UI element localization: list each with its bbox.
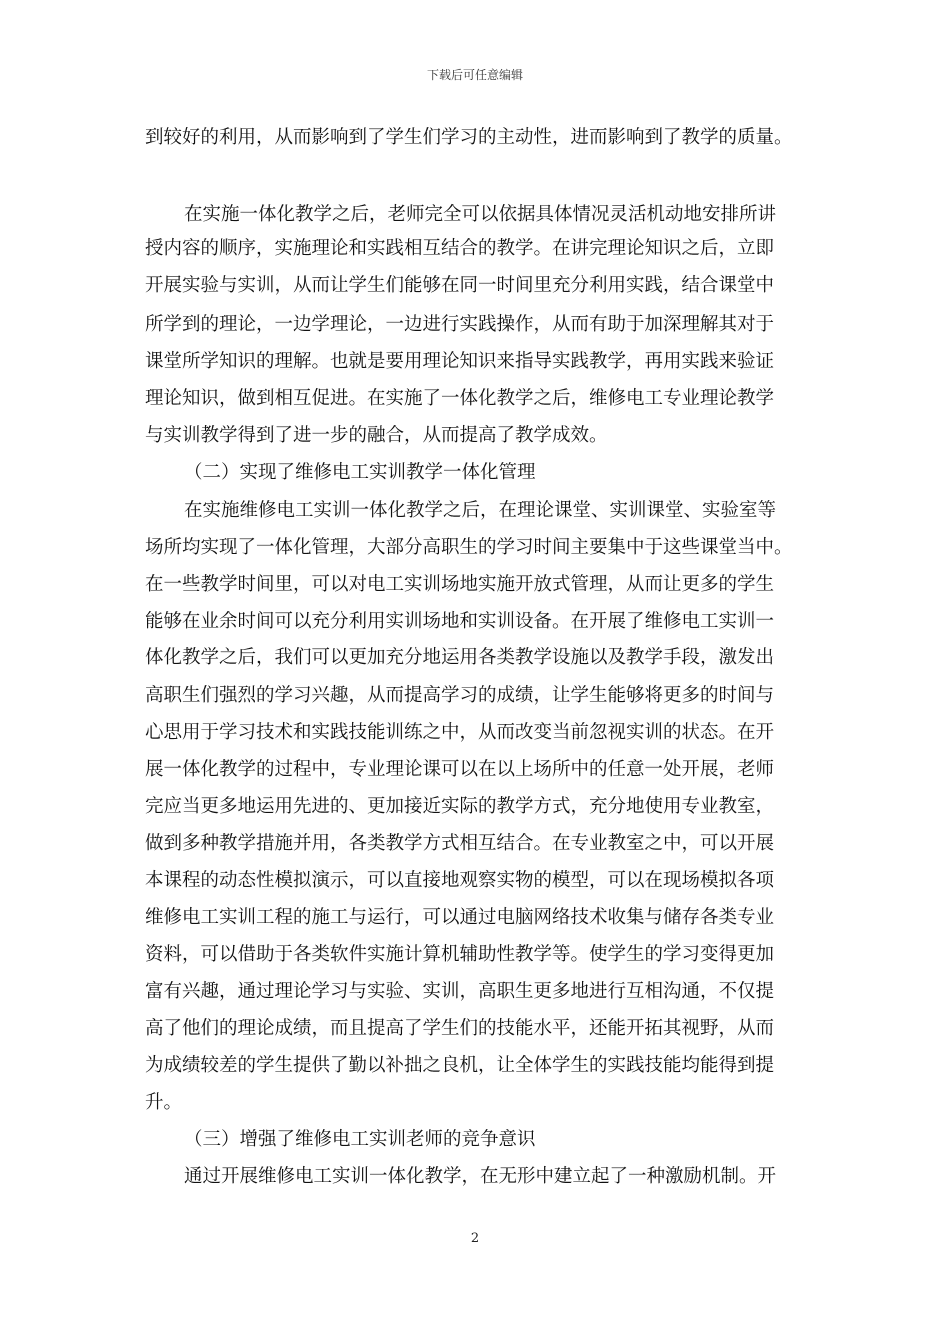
text-line: 为成绩较差的学生提供了勤以补拙之良机，让全体学生的实践技能均能得到提 xyxy=(145,1055,775,1076)
text-line: 体化教学之后，我们可以更加充分地运用各类教学设施以及教学手段，激发出 xyxy=(145,647,775,668)
text-line: 高职生们强烈的学习兴趣，从而提高学习的成绩，让学生能够将更多的时间与 xyxy=(145,685,775,706)
text-line: 所学到的理论，一边学理论，一边进行实践操作，从而有助于加深理解其对于 xyxy=(145,314,775,335)
paragraph-first-line: 在实施一体化教学之后，老师完全可以依据具体情况灵活机动地安排所讲 xyxy=(184,204,777,225)
text-line: 场所均实现了一体化管理，大部分高职生的学习时间主要集中于这些课堂当中。 xyxy=(145,537,793,558)
text-line: 富有兴趣，通过理论学习与实验、实训，高职生更多地进行互相沟通，不仅提 xyxy=(145,981,775,1002)
text-line: 高了他们的理论成绩，而且提高了学生们的技能水平，还能开拓其视野，从而 xyxy=(145,1018,775,1039)
text-line: 与实训教学得到了进一步的融合，从而提高了教学成效。 xyxy=(145,425,608,446)
text-line: 课堂所学知识的理解。也就是要用理论知识来指导实践教学，再用实践来验证 xyxy=(145,351,775,372)
text-line: 能够在业余时间可以充分利用实训场地和实训设备。在开展了维修电工实训一 xyxy=(145,611,775,632)
paragraph-first-line: 在实施维修电工实训一体化教学之后，在理论课堂、实训课堂、实验室等 xyxy=(184,500,777,521)
text-line: 授内容的顺序，实施理论和实践相互结合的教学。在讲完理论知识之后，立即 xyxy=(145,238,775,259)
page-header: 下载后可任意编辑 xyxy=(426,68,523,82)
text-line: 到较好的利用，从而影响到了学生们学习的主动性，进而影响到了教学的质量。 xyxy=(145,127,793,148)
text-line: 展一体化教学的过程中，专业理论课可以在以上场所中的任意一处开展，老师 xyxy=(145,759,775,780)
text-line: 升。 xyxy=(145,1092,183,1113)
paragraph-first-line: 通过开展维修电工实训一体化教学，在无形中建立起了一种激励机制。开 xyxy=(184,1166,777,1187)
section-heading: （二）实现了维修电工实训教学一体化管理 xyxy=(184,462,536,483)
text-line: 本课程的动态性模拟演示，可以直接地观察实物的模型，可以在现场模拟各项 xyxy=(145,870,775,891)
section-heading: （三）增强了维修电工实训老师的竞争意识 xyxy=(184,1129,536,1150)
text-line: 开展实验与实训，从而让学生们能够在同一时间里充分利用实践，结合课堂中 xyxy=(145,275,775,296)
text-line: 做到多种教学措施并用，各类教学方式相互结合。在专业教室之中，可以开展 xyxy=(145,833,775,854)
text-line: 完应当更多地运用先进的、更加接近实际的教学方式，充分地使用专业教室， xyxy=(145,796,775,817)
text-line: 资料，可以借助于各类软件实施计算机辅助性教学等。使学生的学习变得更加 xyxy=(145,944,775,965)
page-number: 2 xyxy=(470,1231,480,1246)
text-line: 在一些教学时间里，可以对电工实训场地实施开放式管理，从而让更多的学生 xyxy=(145,574,775,595)
text-line: 理论知识，做到相互促进。在实施了一体化教学之后，维修电工专业理论教学 xyxy=(145,388,775,409)
text-line: 心思用于学习技术和实践技能训练之中，从而改变当前忽视实训的状态。在开 xyxy=(145,722,775,743)
text-line: 维修电工实训工程的施工与运行，可以通过电脑网络技术收集与储存各类专业 xyxy=(145,907,775,928)
